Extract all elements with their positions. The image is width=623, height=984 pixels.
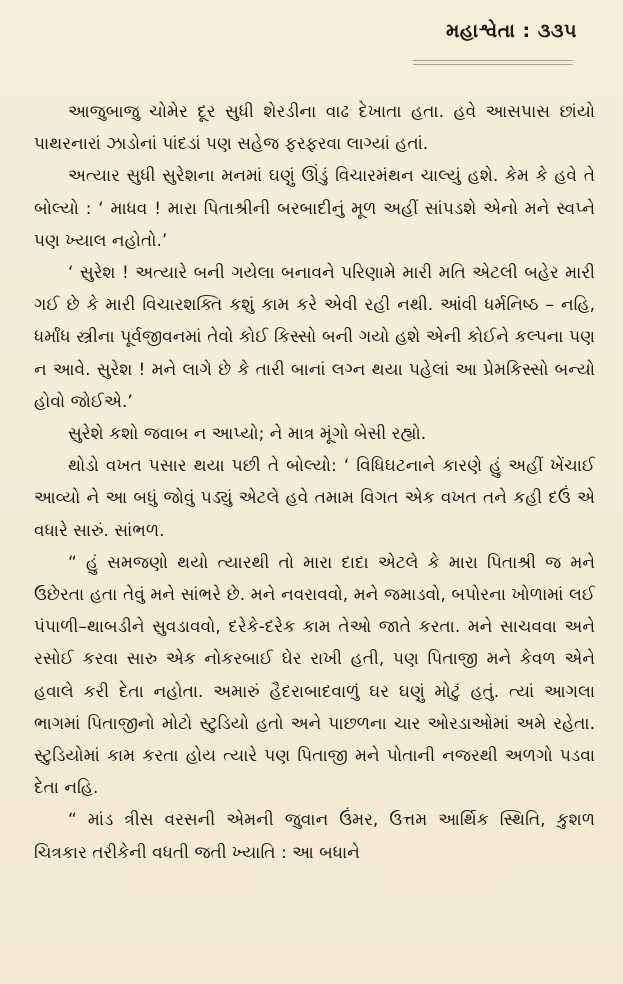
paragraph: “ માંડ ત્રીસ વરસની એમની જુવાન ઉંમર, ઉત્તમ આર્થિક સ્થિતિ, કુશળ ચિત્રકાર તરીકેની વધતી જતી ખ્યાતિ : આ બધાને: [34, 810, 595, 863]
body-text: [34, 96, 595, 869]
paragraph: અત્યાર સુધી સુરેશના મનમાં ઘણું ઊંડું વિચારમંથન ચાલ્યું હશે. કેમ કે હવે તે બોલ્યો : ‘ માધવ ! મારા પિતાશ્રીની બરબાદીનું મૂળ અહીં સાંપડશે એનો મને સ્વપ્ને પણ ખ્યાલ નહોતો.’: [34, 166, 595, 251]
paragraph: “ હું સમજણો થયો ત્યારથી તો મારા દાદા એટલે કે મારા પિતાશ્રી જ મને ઉછેરતા હતા તેવું મને સાંભરે છે. મને નવરાવવો, મને જમાડવો, બપોરના ખોળામાં લઈ પંપાળી–થાબડીને સુવડાવવો, દરેકે-દરેક કામ તેઓ જાતે કરતા. મને સાચવવા અને રસોઈ કરવા સારુ એક નોકરબાઈ ઘેર રાખી હતી, પણ પિતાજી મને કેવળ એને હવાલે કરી દેતા નહોતા. અમારું હૈદરાબાદવાળું ઘર ઘણું મોટું હતું. ત્યાં આગલા ભાગમાં પિતાજીનો મોટો સ્ટુડિયો હતો અને પાછળના ચાર ઓરડાઓમાં અમે રહેતા. સ્ટુડિયોમાં કામ કરતા હોય ત્યારે પણ પિતાજી મને પોતાની નજરથી અળગો પડવા દેતા નહિ.: [34, 552, 595, 799]
paragraph: થોડો વખત પસાર થયા પછી તે બોલ્યો: ‘ વિધિઘટનાને કારણે હું અહીં ખેંચાઈ આવ્યો ને આ બધું જોવું પડ્યું એટલે હવે તમામ વિગત એક વખત તને કહી દઉં એ વધારે સારું. સાંભળ.: [34, 456, 595, 541]
paragraph: આજુબાજુ ચોમેર દૂર સુધી શેરડીના વાઢ દેખાતા હતા. હવે આસપાસ છાંયો પાથરનારાં ઝાડોનાં પાંદડાં પણ સહેજ ફરફરવા લાગ્યાં હતાં.: [34, 102, 595, 155]
paragraph: ‘ સુરેશ ! અત્યારે બની ગયેલા બનાવને પરિણામે મારી મતિ એટલી બહેર મારી ગઈ છે કે મારી વિચારશક્તિ કશું કામ કરે એવી રહી નથી. આંવી ધર્મનિષ્ઠ – નહિ, ધર્માંધ સ્ત્રીના પૂર્વજીવનમાં તેવો કોઈ કિસ્સો બની ગયો હશે એની કોઈને કલ્પના પણ ન આવે. સુરેશ ! મને લાગે છે કે તારી બાનાં લગ્ન થયા પહેલાં આ પ્રેમકિસ્સો બન્યો હોવો જોઈએ.’: [34, 263, 595, 412]
running-title: મહાશ્વેતા : ૩૩૫: [446, 20, 577, 42]
running-head-rule: [413, 60, 573, 65]
paragraph: સુરેશે કશો જવાબ ન આપ્યો; ને માત્ર મૂંગો બેસી રહ્યો.: [68, 424, 427, 445]
running-head: [34, 20, 595, 70]
